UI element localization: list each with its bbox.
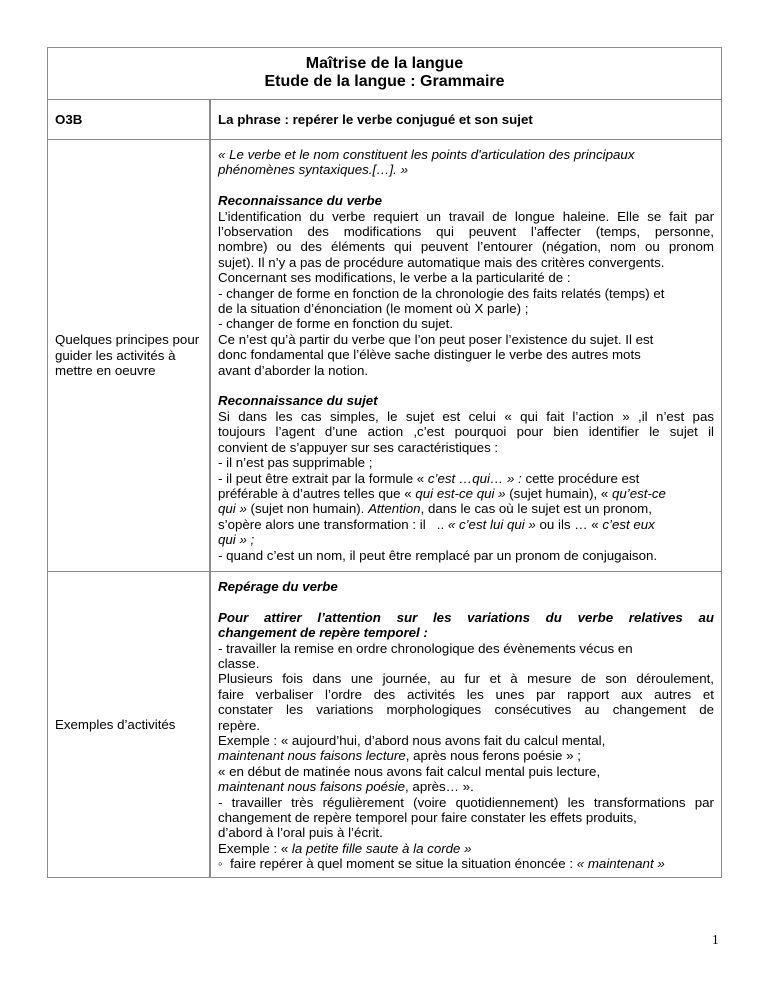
code-row	[48, 99, 721, 139]
text-line	[218, 532, 714, 547]
text-line	[218, 702, 714, 717]
text-line	[218, 363, 714, 378]
text-run: changement de repère temporel pour faire constater les effets produits,	[218, 810, 637, 826]
text-run: maintenant nous faisons lecture	[218, 748, 406, 764]
text-run: , après… ».	[405, 779, 474, 795]
text-line	[218, 748, 714, 763]
text-line	[218, 332, 714, 347]
text-run: qui » ;	[218, 532, 255, 548]
examples-label: Exemples d’activités	[55, 716, 176, 732]
text-run: - quand c’est un nom, il peut être remplacé par un pronom de conjugaison.	[218, 547, 658, 563]
examples-content	[211, 572, 721, 877]
text-run: s’opère alors une transformation : il ..	[218, 516, 448, 532]
text-line	[218, 501, 714, 516]
text-line	[218, 209, 714, 224]
text-line	[218, 656, 714, 671]
title-line-1: Maîtrise de la langue	[305, 55, 464, 72]
text-line	[218, 795, 714, 810]
text-run: Si dans les cas simples, le sujet est celui « qui fait l’action » ,il n’est pas	[218, 408, 714, 424]
text-run: qui »	[218, 501, 247, 517]
text-line	[218, 193, 714, 208]
text-line	[218, 517, 714, 532]
text-line	[218, 178, 714, 193]
principles-row	[48, 139, 721, 571]
text-line	[218, 810, 714, 825]
text-run: Concernant ses modifications, le verbe a la particularité de :	[218, 270, 571, 286]
text-run: Exemple : « aujourd’hui, d’abord nous avons fait du calcul mental,	[218, 733, 606, 749]
text-line	[218, 347, 714, 362]
text-run: - changer de forme en fonction de la chronologie des faits relatés (temps) et	[218, 285, 665, 301]
text-line	[218, 286, 714, 301]
text-run: cette procédure est	[521, 470, 640, 486]
text-run: avant d’aborder la notion.	[218, 362, 369, 378]
text-run: Attention	[368, 501, 421, 517]
text-run: (sujet humain), «	[505, 485, 612, 501]
text-line	[218, 162, 714, 177]
text-run: « c’est lui qui »	[447, 516, 536, 532]
text-run: - travailler très régulièrement (voire quotidiennement) les transformations par	[218, 794, 714, 810]
text-run: préférable à d’autres telles que «	[218, 485, 416, 501]
text-run: donc fondamental que l’élève sache distinguer le verbe des autres mots	[218, 347, 641, 363]
text-line	[218, 579, 714, 594]
principles-content	[211, 140, 721, 571]
page-number: 1	[712, 932, 719, 947]
examples-row	[48, 571, 721, 877]
text-run: Reconnaissance du sujet	[218, 393, 378, 409]
text-run: « maintenant »	[576, 856, 665, 872]
text-line	[218, 856, 714, 871]
text-run: Pour attirer l’attention sur les variations du verbe relatives au	[218, 609, 714, 625]
text-line	[218, 594, 714, 609]
text-run: maintenant nous faisons poésie	[218, 779, 406, 795]
text-run: classe.	[218, 656, 260, 672]
header-row	[48, 48, 721, 99]
text-run: , après nous ferons poésie » ;	[405, 748, 581, 764]
text-run: L’identification du verbe requiert un travail de longue haleine. Elle se fait par	[218, 208, 714, 224]
text-run: , dans le cas où le sujet est un pronom,	[420, 501, 652, 517]
text-line	[218, 409, 714, 424]
text-line	[218, 733, 714, 748]
text-line	[218, 301, 714, 316]
text-line	[218, 393, 714, 408]
text-line	[218, 270, 714, 285]
text-line	[218, 239, 714, 254]
text-run: nombre) ou des éléments qui peuvent l’entourer (négation, nom ou pronom	[218, 239, 714, 255]
text-run: Plusieurs fois dans une journée, au fur et à mesure de son déroulement,	[218, 671, 714, 687]
text-run: qu’est-ce	[611, 485, 666, 501]
text-line	[218, 378, 714, 393]
text-line	[218, 455, 714, 470]
text-run: Reconnaissance du verbe	[218, 193, 383, 209]
text-run: d’abord à l’oral puis à l’écrit.	[218, 825, 383, 841]
text-line	[218, 641, 714, 656]
text-run: Ce n’est qu’à partir du verbe que l’on peut poser l’existence du sujet. Il est	[218, 331, 654, 347]
text-line	[218, 486, 714, 501]
text-run: ou ils … «	[535, 516, 603, 532]
principles-label: Quelques principes pour guider les activités à mettre en oeuvre	[55, 332, 200, 379]
text-run: Repérage du verbe	[218, 579, 338, 594]
text-run: constater les variations morphologiques consécutives au changement de	[218, 702, 714, 718]
text-line	[218, 764, 714, 779]
text-line	[218, 471, 714, 486]
text-line	[218, 779, 714, 794]
text-line	[218, 825, 714, 840]
text-run: c’est eux	[602, 516, 655, 532]
text-line	[218, 440, 714, 455]
text-run: « Le verbe et le nom constituent les points d'articulation des principaux	[218, 147, 635, 162]
text-run: phénomènes syntaxiques.[…]. »	[218, 162, 408, 178]
text-line	[218, 671, 714, 686]
text-run: ◦ faire repérer à quel moment se situe la situation énoncée :	[218, 856, 577, 872]
text-run: - changer de forme en fonction du sujet.	[218, 316, 454, 332]
lesson-subject: La phrase : repérer le verbe conjugué et son sujet	[218, 111, 533, 127]
text-run: de la situation d’énonciation (le moment où X parle) ;	[218, 301, 529, 317]
text-run: sujet). Il n’y a pas de procédure automatique mais des critères convergents.	[218, 254, 665, 270]
text-run: la petite fille saute à la corde »	[291, 840, 472, 856]
title-line-2: Etude de la langue : Grammaire	[264, 73, 505, 90]
text-line	[218, 147, 714, 162]
text-run: toujours l’agent d’une action ,c’est pourquoi pour bien identifier le sujet il	[218, 424, 714, 440]
text-line	[218, 687, 714, 702]
text-line	[218, 625, 714, 640]
text-run: changement de repère temporel :	[218, 625, 428, 641]
text-run: qui est-ce qui »	[415, 485, 506, 501]
text-line	[218, 224, 714, 239]
lesson-table	[47, 47, 722, 878]
text-run: c’est …qui… » :	[427, 470, 522, 486]
text-line	[218, 316, 714, 331]
text-run: - il peut être extrait par la formule «	[218, 470, 428, 486]
text-run: l’observation des modifications qui peuvent l’affecter (temps, personne,	[218, 224, 714, 240]
text-run: convient de s’appuyer sur ses caractéristiques :	[218, 439, 499, 455]
text-line	[218, 424, 714, 439]
text-run: faire verbaliser l’ordre des activités les unes par rapport aux autres et	[218, 686, 714, 702]
text-run: - travailler la remise en ordre chronologique des évènements vécus en	[218, 640, 633, 656]
text-run: (sujet non humain).	[246, 501, 369, 517]
text-run: repère.	[218, 717, 261, 733]
text-run: Exemple : «	[218, 840, 292, 856]
text-run: « en début de matinée nous avons fait calcul mental puis lecture,	[218, 763, 601, 779]
text-line	[218, 610, 714, 625]
text-line	[218, 718, 714, 733]
lesson-code: O3B	[48, 100, 211, 139]
text-run: - il n’est pas supprimable ;	[218, 455, 373, 471]
text-line	[218, 548, 714, 563]
text-line	[218, 255, 714, 270]
page-title	[48, 48, 721, 99]
text-line	[218, 841, 714, 856]
